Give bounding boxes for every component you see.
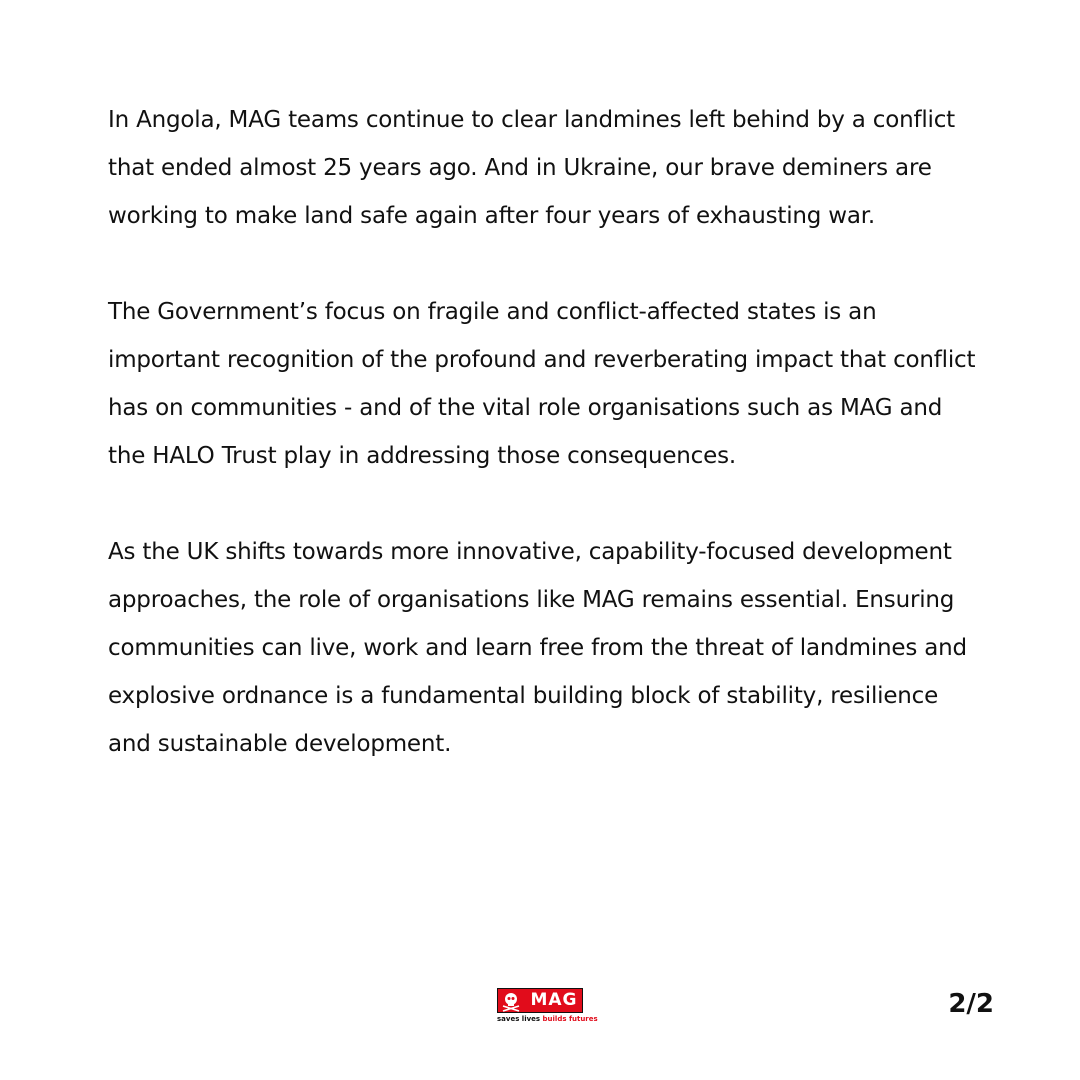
skull-icon — [500, 990, 522, 1012]
mag-logo — [497, 988, 598, 1024]
tagline-builds-futures: builds futures — [542, 1015, 598, 1023]
footer — [0, 984, 1080, 1034]
article-body — [108, 96, 978, 816]
page-indicator: 2/2 — [948, 989, 994, 1019]
logo-badge — [497, 988, 583, 1013]
paragraph-3: As the UK shifts towards more innovative, capability-focused development approaches, the role of organisations like MAG remains essential. Ensuring communities can live, work and learn free from the threat of landmines and explosive ordnance is a fundamental building block of stability, resilience and sustainable development. — [108, 539, 967, 757]
paragraph-1: In Angola, MAG teams continue to clear landmines left behind by a conflict that ended almost 25 years ago. And in Ukraine, our brave deminers are working to make land safe again after four years of exhausting war. — [108, 107, 956, 229]
paragraph-2: The Government’s focus on fragile and conflict-affected states is an important recognition of the profound and reverberating impact that conflict has on communities - and of the vital role organisations such as MAG and the HALO Trust play in addressing those consequences. — [108, 299, 976, 469]
tagline-saves-lives: saves lives — [497, 1015, 541, 1023]
logo-wordmark: MAG — [530, 990, 578, 1010]
logo-tagline — [497, 1014, 598, 1024]
